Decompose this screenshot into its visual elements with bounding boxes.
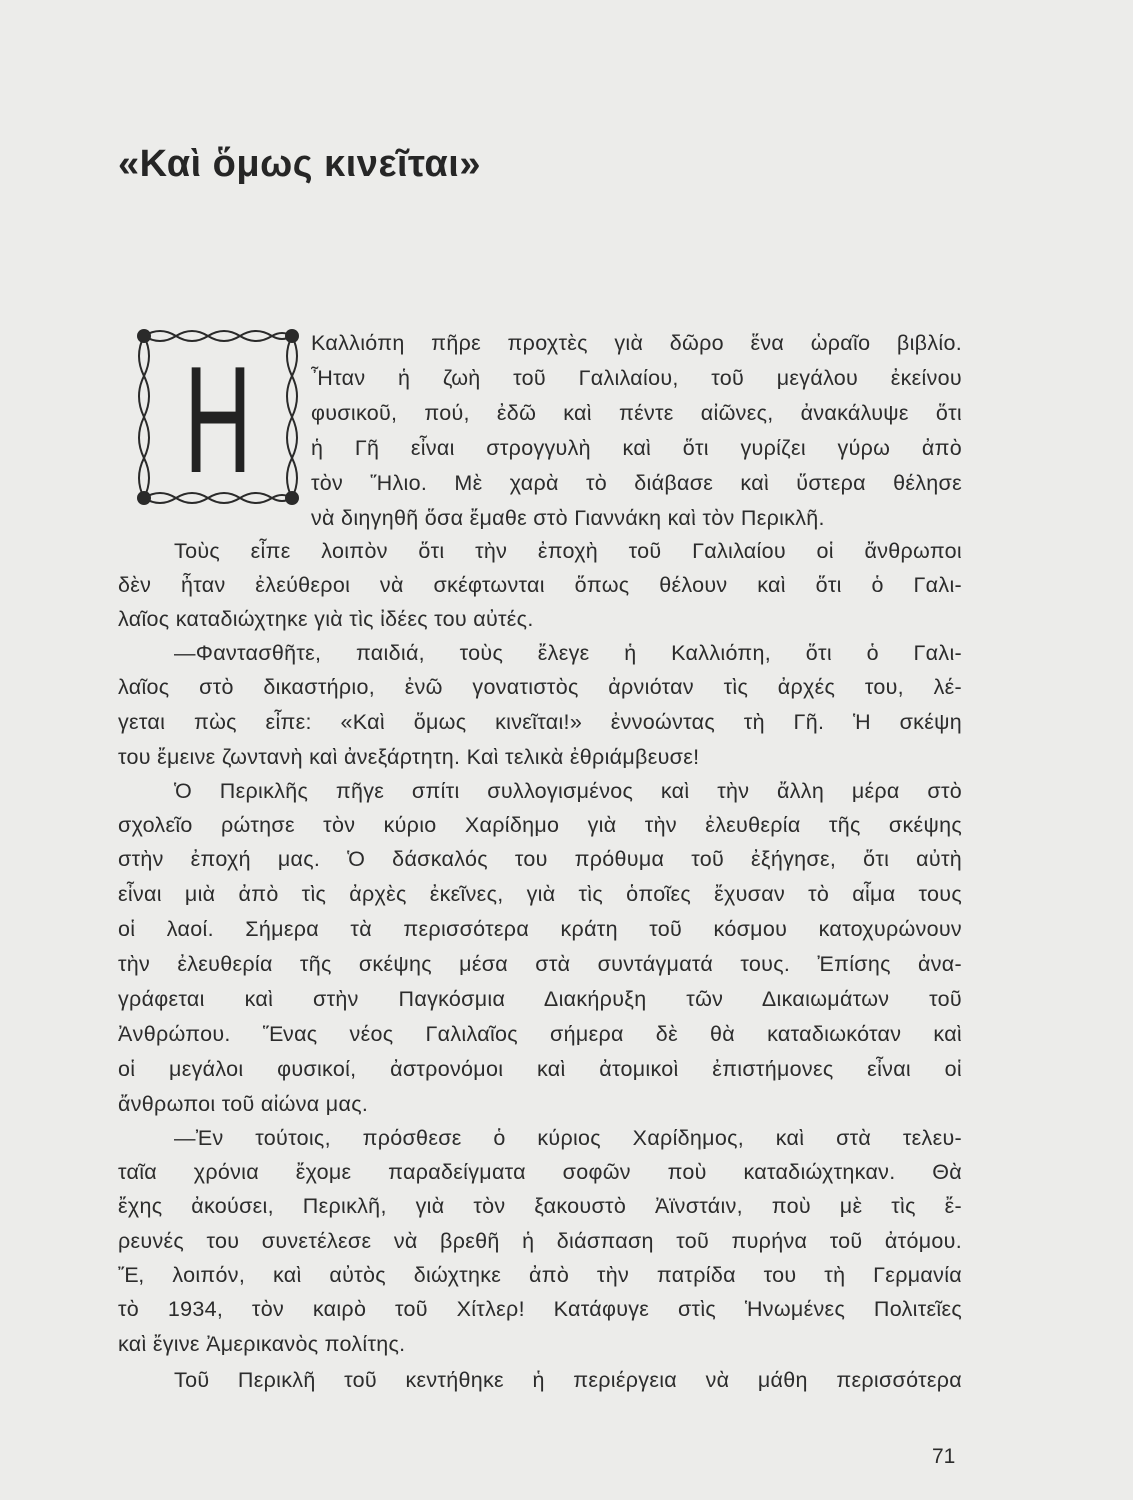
text-line: νὰ διηγηθῆ ὅσα ἔμαθε στὸ Γιαννάκη καὶ τὸν Περικλῆ.	[311, 506, 825, 530]
text-line: φυσικοῦ, πού, ἐδῶ καὶ πέντε αἰῶνες, ἀνακάλυψε ὅτι	[311, 401, 962, 425]
text-line: Ἀνθρώπου. Ἕνας νέος Γαλιλαῖος σήμερα δὲ θὰ καταδιωκόταν καὶ	[118, 1022, 962, 1046]
text-line: λαῖος καταδιώχτηκε γιὰ τὶς ἰδέες του αὐτές.	[118, 607, 534, 631]
text-line: Ὁ Περικλῆς πῆγε σπίτι συλλογισμένος καὶ τὴν ἄλλη μέρα στὸ	[174, 779, 962, 803]
drop-cap-frame-icon	[130, 322, 306, 512]
chapter-title: «Καὶ ὅμως κινεῖται»	[118, 143, 481, 185]
text-line: τὸν Ἥλιο. Μὲ χαρὰ τὸ διάβασε καὶ ὕστερα θέλησε	[311, 471, 962, 495]
text-line: λαῖος στὸ δικαστήριο, ἐνῶ γονατιστὸς ἀρνιόταν τὶς ἀρχές του, λέ-	[118, 675, 962, 699]
decorative-drop-cap	[130, 322, 306, 512]
text-line: καὶ ἔγινε Ἀμερικανὸς πολίτης.	[118, 1332, 406, 1356]
text-line: εἶναι μιὰ ἀπὸ τὶς ἀρχὲς ἐκεῖνες, γιὰ τὶς ὁποῖες ἔχυσαν τὸ αἷμα τους	[118, 882, 962, 906]
text-line: στὴν ἐποχή μας. Ὁ δάσκαλός του πρόθυμα τοῦ ἐξήγησε, ὅτι αὐτὴ	[118, 847, 962, 871]
text-line: Καλλιόπη πῆρε προχτὲς γιὰ δῶρο ἕνα ὡραῖο βιβλίο.	[311, 331, 962, 355]
text-line: Ἔ, λοιπόν, καὶ αὐτὸς διώχτηκε ἀπὸ τὴν πατρίδα του τὴ Γερμανία	[118, 1263, 962, 1287]
svg-text:Η: Η	[183, 334, 253, 505]
text-line: —Ἐν τούτοις, πρόσθεσε ὁ κύριος Χαρίδημος, καὶ στὰ τελευ-	[174, 1126, 962, 1150]
text-line: —Φαντασθῆτε, παιδιά, τοὺς ἔλεγε ἡ Καλλιόπη, ὅτι ὁ Γαλι-	[174, 641, 962, 665]
text-line: οἱ μεγάλοι φυσικοί, ἀστρονόμοι καὶ ἀτομικοὶ ἐπιστήμονες εἶναι οἱ	[118, 1057, 962, 1081]
text-line: ἄνθρωποι τοῦ αἰώνα μας.	[118, 1092, 369, 1116]
text-line: οἱ λαοί. Σήμερα τὰ περισσότερα κράτη τοῦ κόσμου κατοχυρώνουν	[118, 917, 962, 941]
page-number: 71	[932, 1445, 956, 1468]
text-line: τὸ 1934, τὸν καιρὸ τοῦ Χίτλερ! Κατάφυγε στὶς Ἡνωμένες Πολιτεῖες	[118, 1297, 962, 1321]
text-line: δὲν ἦταν ἐλεύθεροι νὰ σκέφτωνται ὅπως θέλουν καὶ ὅτι ὁ Γαλι-	[118, 573, 962, 597]
text-line: του ἔμεινε ζωντανὴ καὶ ἀνεξάρτητη. Καὶ τελικὰ ἐθριάμβευσε!	[118, 745, 700, 769]
text-line: ταῖα χρόνια ἔχομε παραδείγματα σοφῶν ποὺ καταδιώχτηκαν. Θὰ	[118, 1160, 962, 1184]
text-line: ρευνές του συνετέλεσε νὰ βρεθῆ ἡ διάσπαση τοῦ πυρήνα τοῦ ἀτόμου.	[118, 1229, 962, 1253]
text-line: τὴν ἐλευθερία τῆς σκέψης μέσα στὰ συντάγματά τους. Ἐπίσης ἀνα-	[118, 952, 962, 976]
text-line: ἔχης ἀκούσει, Περικλῆ, γιὰ τὸν ξακουστὸ Ἀϊνστάιν, ποὺ μὲ τὶς ἔ-	[118, 1194, 962, 1218]
text-line: σχολεῖο ρώτησε τὸν κύριο Χαρίδημο γιὰ τὴν ἐλευθερία τῆς σκέψης	[118, 813, 962, 837]
text-line: γράφεται καὶ στὴν Παγκόσμια Διακήρυξη τῶν Δικαιωμάτων τοῦ	[118, 987, 962, 1011]
text-line: Ἦταν ἡ ζωὴ τοῦ Γαλιλαίου, τοῦ μεγάλου ἐκείνου	[311, 366, 962, 390]
text-line: γεται πὼς εἶπε: «Καὶ ὅμως κινεῖται!» ἐννοώντας τὴ Γῆ. Ἡ σκέψη	[118, 710, 962, 734]
text-line: ἡ Γῆ εἶναι στρογγυλὴ καὶ ὅτι γυρίζει γύρω ἀπὸ	[311, 436, 962, 460]
text-line: Τοὺς εἶπε λοιπὸν ὅτι τὴν ἐποχὴ τοῦ Γαλιλαίου οἱ ἄνθρωποι	[174, 539, 962, 563]
text-line: Τοῦ Περικλῆ τοῦ κεντήθηκε ἡ περιέργεια νὰ μάθη περισσότερα	[174, 1368, 962, 1392]
